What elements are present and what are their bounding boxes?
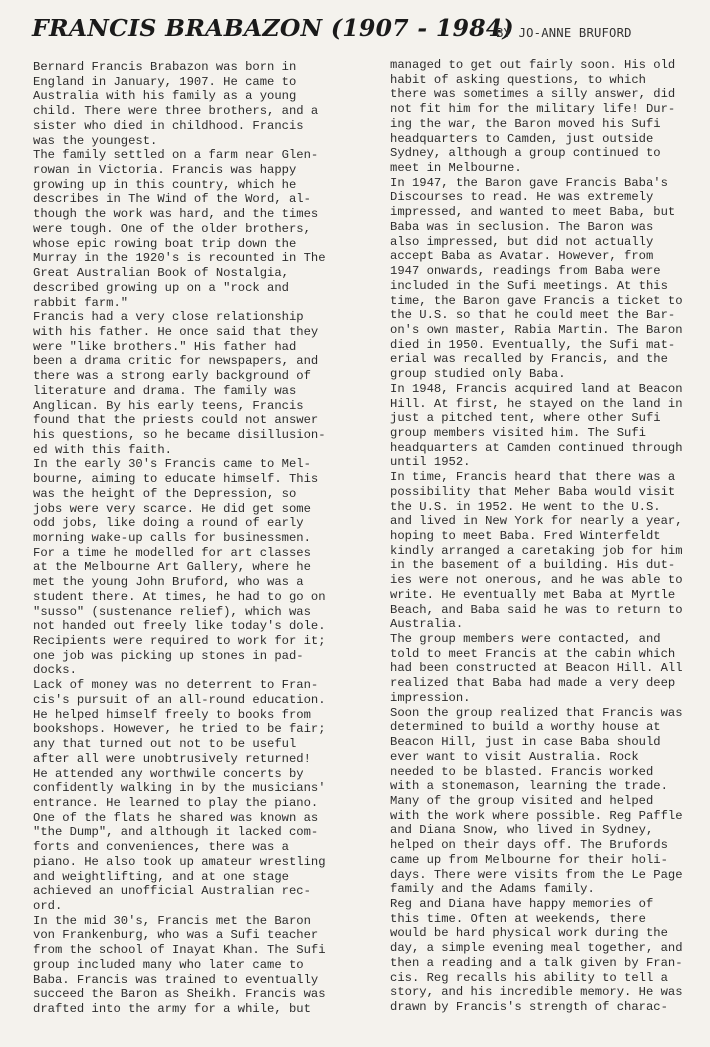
text-line: found that the priests could not answer [33, 413, 319, 428]
text-line: accept Baba as Avatar. However, from [390, 249, 654, 264]
text-line: whose epic rowing boat trip down the [33, 236, 297, 251]
text-line: One of the flats he shared was known as [33, 810, 319, 825]
text-line: 1947 onwards, readings from Baba were [390, 264, 661, 279]
text-line: entrance. He learned to play the piano. [33, 795, 319, 810]
text-line: In the mid 30's, Francis met the Baron [33, 913, 311, 928]
text-line: student there. At times, he had to go on [33, 589, 326, 604]
text-line: docks. [33, 663, 77, 678]
text-line: ies were not onerous, and he was able to [390, 573, 683, 588]
text-line: Australia with his family as a young [33, 89, 297, 104]
text-line: told to meet Francis at the cabin which [390, 646, 676, 661]
text-line: on's own master, Rabia Martin. The Baron [390, 322, 683, 337]
text-line: headquarters to Camden, just outside [390, 131, 654, 146]
text-line: met the young John Bruford, who was a [33, 575, 304, 590]
text-line: Murray in the 1920's is recounted in The [33, 251, 326, 266]
text-line: meet in Melbourne. [390, 161, 522, 176]
text-line: describes in The Wind of the Word, al- [33, 192, 311, 207]
text-line: possibility that Meher Baba would visit [390, 484, 676, 499]
text-line: Great Australian Book of Nostalgia, [33, 266, 289, 281]
left-column [33, 60, 329, 1017]
text-line: succeed the Baron as Sheikh. Francis was [33, 987, 326, 1002]
text-line: impressed, and wanted to meet Baba, but [390, 205, 676, 220]
text-line: impression. [390, 690, 471, 705]
text-line: Recipients were required to work for it; [33, 634, 326, 649]
text-line: managed to get out fairly soon. His old [390, 58, 676, 72]
text-line: bourne, aiming to educate himself. This [33, 472, 319, 487]
text-line: day, a simple evening meal together, and [390, 941, 683, 956]
text-line: achieved an unofficial Australian rec- [33, 884, 311, 899]
text-line: England in January, 1907. He came to [33, 74, 297, 89]
text-line: ever want to visit Australia. Rock [390, 749, 639, 764]
text-line: Baba was in seclusion. The Baron was [390, 219, 654, 234]
text-line: rabbit farm." [33, 295, 129, 310]
text-line: cis's pursuit of an all-round education. [33, 692, 326, 707]
text-line: write. He eventually met Baba at Myrtle [390, 587, 676, 602]
text-line: there was a strong early background of [33, 369, 311, 384]
text-line: were tough. One of the older brothers, [33, 221, 311, 236]
text-line: and weightlifting, and at one stage [33, 869, 289, 884]
text-line: though the work was hard, and the times [33, 207, 319, 222]
text-line: jobs were very scarce. He did get some [33, 501, 311, 516]
text-line: cis. Reg recalls his ability to tell a [390, 970, 668, 985]
text-line: The family settled on a farm near Glen- [33, 148, 319, 163]
text-line: Sydney, although a group continued to [390, 146, 661, 161]
text-line: Francis had a very close relationship [33, 310, 304, 325]
text-line: growing up in this country, which he [33, 177, 297, 192]
text-line: and Diana Snow, who lived in Sydney, [390, 823, 654, 838]
text-line: Australia. [390, 617, 464, 632]
text-line: was the youngest. [33, 133, 158, 148]
text-line: Bernard Francis Brabazon was born in [33, 60, 297, 74]
text-line: and lived in New York for nearly a year, [390, 514, 683, 529]
text-line: the U.S. so that he could meet the Bar- [390, 308, 676, 323]
text-line: also impressed, but did not actually [390, 234, 654, 249]
text-line: in the basement of a building. His dut- [390, 558, 676, 573]
text-line: Reg and Diana have happy memories of [390, 896, 654, 911]
text-line: Hill. At first, he stayed on the land in [390, 396, 683, 411]
text-line: not handed out freely like today's dole. [33, 619, 326, 634]
text-line: group included many who later came to [33, 957, 304, 972]
text-line: habit of asking questions, to which [390, 72, 646, 87]
text-line: one job was picking up stones in pad- [33, 648, 304, 663]
text-line: with a stonemason, learning the trade. [390, 779, 668, 794]
text-line: morning wake-up calls for businessmen. [33, 531, 311, 545]
text-line: group studied only Baba. [390, 367, 566, 382]
text-line: Anglican. By his early teens, Francis [33, 398, 304, 413]
text-line: came up from Melbourne for their holi- [390, 852, 668, 867]
text-line: realized that Baba had made a very deep [390, 676, 676, 691]
text-line: ing the war, the Baron moved his Sufi [390, 116, 661, 131]
text-line: days. There were visits from the Le Page [390, 867, 683, 882]
text-line: Beacon Hill, just in case Baba should [390, 735, 661, 750]
text-line: any that turned out not to be useful [33, 737, 297, 752]
text-line: just a pitched tent, where other Sufi [390, 411, 661, 426]
text-line: story, and his incredible memory. He was [390, 985, 683, 1000]
text-line: "the Dump", and although it lacked com- [33, 825, 319, 840]
text-line: family and the Adams family. [390, 882, 595, 897]
text-line: after all were unobtrusively returned! [33, 751, 311, 766]
text-line: confidently walking in by the musicians' [33, 781, 326, 796]
text-line: had been constructed at Beacon Hill. All [390, 661, 683, 676]
text-line: then a reading and a talk given by Fran- [390, 955, 683, 970]
text-line: In 1947, the Baron gave Francis Baba's [390, 175, 668, 190]
text-line: Soon the group realized that Francis was [390, 705, 683, 720]
text-line: included in the Sufi meetings. At this [390, 278, 668, 293]
text-line: He helped himself freely to books from [33, 707, 311, 722]
text-line: described growing up on a "rock and [33, 280, 289, 295]
text-line: The group members were contacted, and [390, 632, 661, 647]
text-line: odd jobs, like doing a round of early [33, 516, 304, 531]
text-line: his questions, so he became disillusion- [33, 427, 326, 442]
text-line: literature and drama. The family was [33, 383, 297, 398]
text-line: would be hard physical work during the [390, 926, 668, 941]
text-line: time, the Baron gave Francis a ticket to [390, 293, 683, 308]
text-line: Lack of money was no deterrent to Fran- [33, 678, 319, 693]
text-line: He attended any worthwile concerts by [33, 766, 304, 781]
article-byline: BY JO-ANNE BRUFORD [496, 26, 632, 40]
text-line: at the Melbourne Art Gallery, where he [33, 560, 311, 575]
text-line: group members visited him. The Sufi [390, 425, 646, 440]
text-line: ed with this faith. [33, 442, 172, 457]
right-column [390, 58, 686, 1015]
text-line: Discourses to read. He was extremely [390, 190, 654, 205]
text-line: was the height of the Depression, so [33, 486, 297, 501]
text-line: von Frankenburg, who was a Sufi teacher [33, 928, 319, 943]
text-line: In 1948, Francis acquired land at Beacon [390, 381, 683, 396]
text-line: piano. He also took up amateur wrestling [33, 854, 326, 869]
text-line: needed to be blasted. Francis worked [390, 764, 654, 779]
text-line: hoping to meet Baba. Fred Winterfeldt [390, 529, 661, 543]
text-line: kindly arranged a caretaking job for him [390, 543, 683, 558]
text-line: bookshops. However, he tried to be fair; [33, 722, 326, 737]
text-line: erial was recalled by Francis, and the [390, 352, 668, 367]
text-line: headquarters at Camden continued through [390, 440, 683, 455]
text-line: "susso" (sustenance relief), which was [33, 604, 311, 619]
text-line: rowan in Victoria. Francis was happy [33, 163, 297, 178]
article-title: FRANCIS BRABAZON (1907 - 1984) [32, 14, 514, 42]
text-line: helped on their days off. The Brufords [390, 838, 668, 853]
text-line: the U.S. in 1952. He went to the U.S. [390, 499, 661, 514]
text-line: died in 1950. Eventually, the Sufi mat- [390, 337, 676, 352]
text-line: this time. Often at weekends, there [390, 911, 646, 926]
text-line: were "like brothers." His father had [33, 339, 297, 354]
text-line: been a drama critic for newspapers, and [33, 354, 319, 369]
text-line: until 1952. [390, 455, 471, 470]
text-line: ord. [33, 898, 63, 913]
text-line: not fit him for the military life! Dur- [390, 102, 676, 117]
text-line: with the work where possible. Reg Paffle [390, 808, 683, 823]
text-line: from the school of Inayat Khan. The Sufi [33, 943, 326, 958]
text-line: child. There were three brothers, and a [33, 104, 319, 119]
text-line: forts and conveniences, there was a [33, 840, 289, 855]
text-line: In time, Francis heard that there was a [390, 470, 676, 485]
text-line: with his father. He once said that they [33, 324, 319, 339]
text-line: In the early 30's Francis came to Mel- [33, 457, 311, 472]
text-line: there was sometimes a silly answer, did [390, 87, 676, 102]
text-line: sister who died in childhood. Francis [33, 118, 304, 133]
text-line: determined to build a worthy house at [390, 720, 661, 735]
text-line: drawn by Francis's strength of charac- [390, 1000, 668, 1014]
text-line: drafted into the army for a while, but [33, 1002, 311, 1016]
text-line: Many of the group visited and helped [390, 793, 654, 808]
text-line: Baba. Francis was trained to eventually [33, 972, 319, 987]
text-line: For a time he modelled for art classes [33, 545, 311, 560]
text-line: Beach, and Baba said he was to return to [390, 602, 683, 617]
